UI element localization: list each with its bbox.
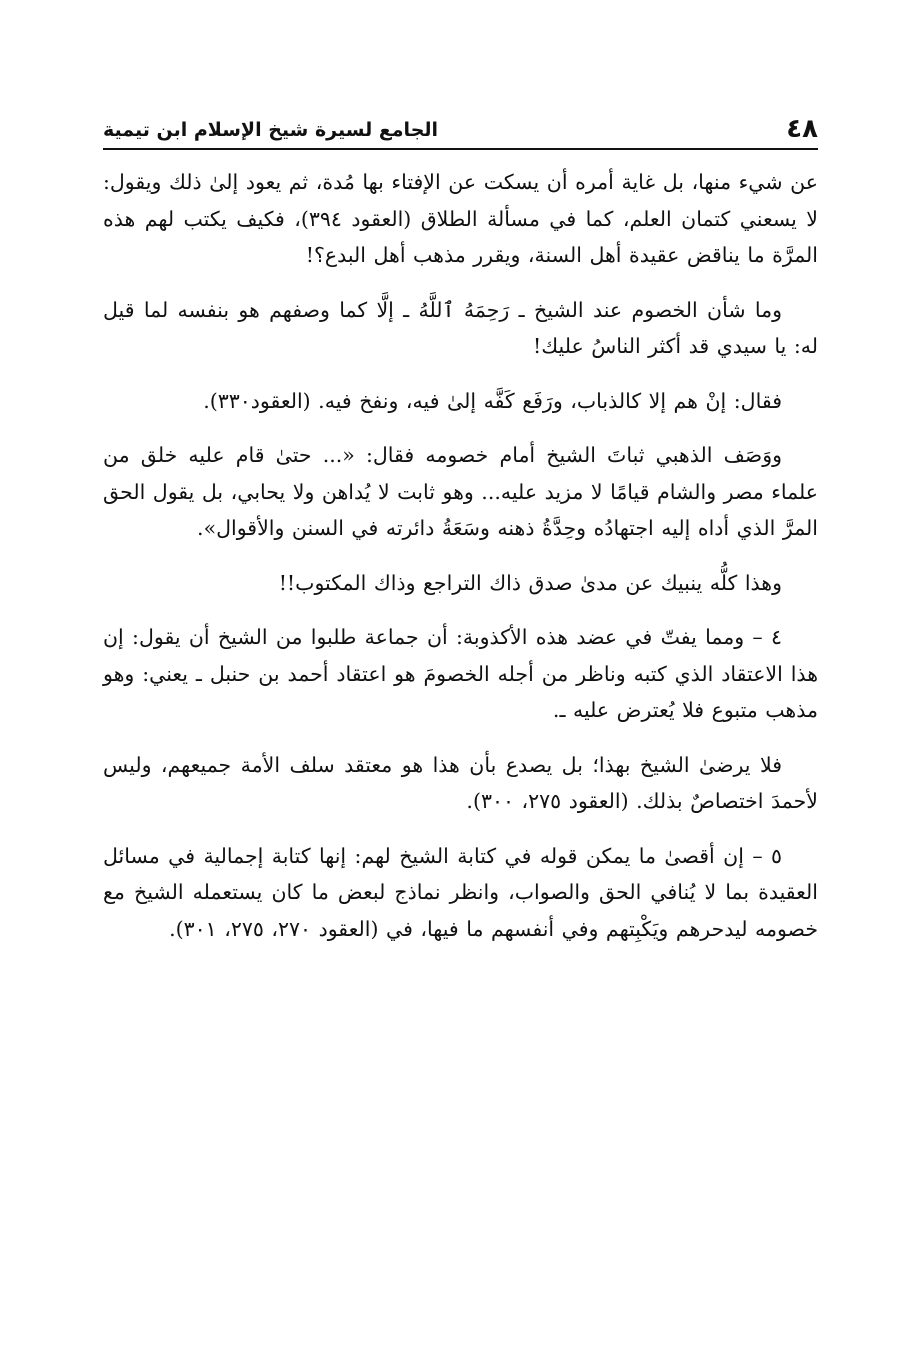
paragraph-refusal: فلا يرضىٰ الشيخ بهذا؛ بل يصدع بأن هذا هو معتقد سلف الأمة جميعهم، وليس لأحمدَ اختصاصٌ بذلك. (العقود ٢٧٥، ٣٠٠). xyxy=(103,752,818,813)
paragraph-continuation: عن شيء منها، بل غاية أمره أن يسكت عن الإفتاء بها مُدة، ثم يعود إلىٰ ذلك ويقول: لا يسعني كتمان العلم، كما في مسألة الطلاق (العقود ٣٩٤)، فكيف يكتب لهم هذه المرَّة ما يناقض عقيدة أهل السنة، ويقرر مذهب أهل البدع؟! xyxy=(103,170,819,267)
running-title: الجامع لسيرة شيخ الإسلام ابن تيمية xyxy=(103,119,439,141)
body-text xyxy=(103,164,818,965)
header-divider xyxy=(103,148,818,150)
paragraph-reply: فقال: إنْ هم إلا كالذباب، ورَفَع كَفَّه إلىٰ فيه، ونفخ فيه. (العقود٣٣٠). xyxy=(203,388,782,413)
paragraph-point-4: ٤ – ومما يفتّ في عضد هذه الأكذوبة: أن جماعة طلبوا من الشيخ أن يقول: إن هذا الاعتقاد الذي كتبه وناظر من أجله الخصومَ هو اعتقاد أحمد بن حنبل ـ يعني: وهو مذهب متبوع فلا يُعترض عليه ـ. xyxy=(103,625,818,722)
paragraph-point-5: ٥ – إن أقصىٰ ما يمكن قوله في كتابة الشيخ لهم: إنها كتابة إجمالية في مسائل العقيدة بما لا يُنافي الحق والصواب، وانظر نماذج لبعض ما كان يستعمله الشيخ مع خصومه ليدحرهم ويَكْبِتهم وفي أنفسهم ما فيها، في (العقود ٢٧٠، ٢٧٥، ٣٠١). xyxy=(103,843,818,941)
page-number: ٤٨ xyxy=(786,114,818,144)
paragraph-opponents: وما شأن الخصوم عند الشيخ ـ رَحِمَهُ ٱللَّهُ ـ إلَّا كما وصفهم هو بنفسه لما قيل له: يا سيدي قد أكثر الناسُ عليك! xyxy=(103,297,818,358)
paragraph-conclusion: وهذا كلُّه ينبيك عن مدىٰ صدق ذاك التراجع وذاك المكتوب!! xyxy=(278,570,782,595)
paragraph-dhahabi-quote: ووَصَف الذهبي ثباتَ الشيخ أمام خصومه فقال: «... حتىٰ قام عليه خلق من علماء مصر والشام قيامًا لا مزيد عليه... وهو ثابت لا يُداهن ولا يحابي، بل يقول الحق المرَّ الذي أداه إليه اجتهادُه وحِدَّةُ ذهنه وسَعَةُ دائرته في السنن والأقوال». xyxy=(103,443,818,540)
page-header xyxy=(103,112,818,146)
